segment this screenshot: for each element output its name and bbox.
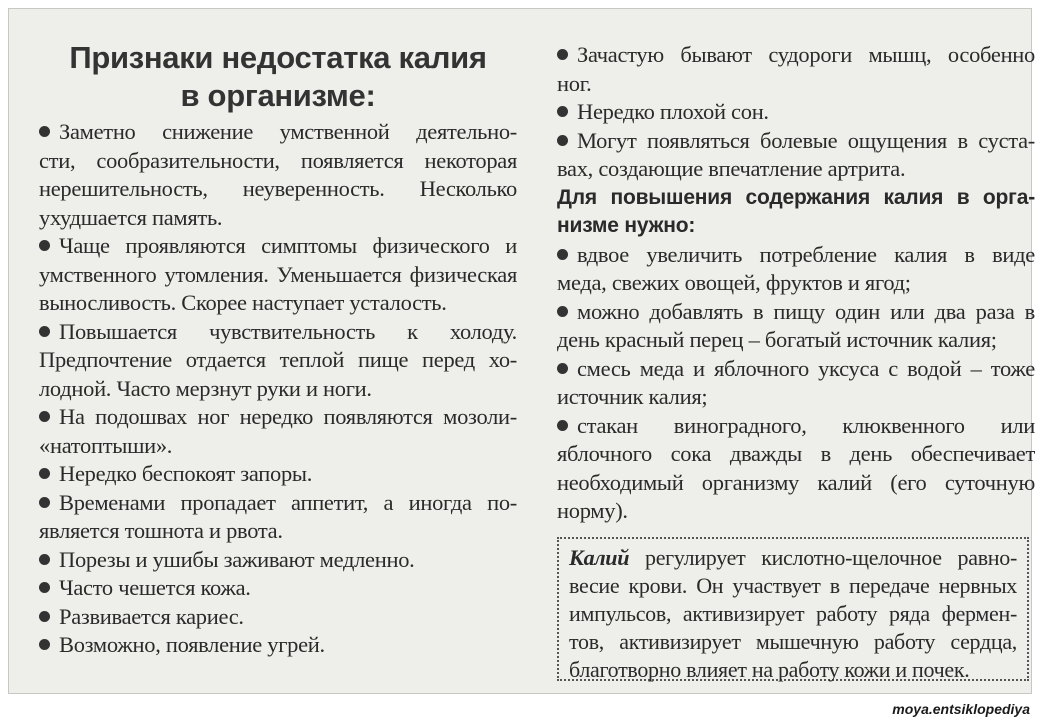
item-text: Зачастую бывают судороги мышц, особенно <box>577 42 1035 67</box>
item-text: Нередко плохой сон. <box>577 99 769 124</box>
bullet-icon <box>39 554 50 565</box>
symptom-item <box>39 318 517 404</box>
item-text: выносливость. Скорее наступает усталость. <box>39 290 447 315</box>
symptom-item <box>39 631 517 660</box>
item-text: Предпочтение отдается теплой пище перед хо- <box>39 347 517 372</box>
item-text: можно добавлять в пищу один или два раза в <box>577 298 1035 324</box>
bullet-icon <box>39 126 50 137</box>
box-line: тов, активизирует мышечную работу сердца, <box>569 629 1017 654</box>
symptom-item <box>39 403 517 460</box>
item-text: На подошвах ног нередко появляются мозоли- <box>59 404 517 429</box>
item-text: норму). <box>557 498 628 523</box>
item-text: Повышается чувствительность к холоду. <box>59 318 517 344</box>
title-line-1: Признаки недостатка калия <box>69 40 487 75</box>
bullet-icon <box>557 106 568 117</box>
symptom-item <box>39 460 517 489</box>
heading-line: низме нужно: <box>557 214 696 237</box>
symptom-list-left <box>39 118 517 660</box>
item-text: Возможно, появление угрей. <box>59 632 325 657</box>
title-line-2: в организме: <box>180 78 376 113</box>
item-text: Нередко беспокоят запоры. <box>59 461 313 486</box>
box-keyword: Калий <box>569 545 630 570</box>
symptom-item <box>557 127 1035 184</box>
bullet-icon <box>557 363 568 374</box>
item-text: сти, сообразительности, появляется некоторая <box>39 147 517 173</box>
symptom-item <box>557 41 1035 98</box>
recommendation-item <box>557 355 1035 412</box>
item-text: необходимый организму калий (его суточную <box>557 469 1035 495</box>
item-text: ног. <box>557 70 592 96</box>
bullet-icon <box>39 582 50 593</box>
item-text: Развивается кариес. <box>59 603 244 629</box>
item-text: яблочного сока дважды в день обеспечивает <box>557 441 1035 466</box>
potassium-info-box <box>557 537 1029 681</box>
item-text: умственного утомления. Уменьшается физическая <box>39 261 517 287</box>
left-column <box>39 39 517 660</box>
recommendation-list <box>557 241 1035 526</box>
box-first-line-rest: регулирует кислотно-щелочное равно- <box>629 545 1017 570</box>
symptom-list-right <box>557 41 1035 184</box>
newspaper-clipping <box>8 8 1035 694</box>
bullet-icon <box>39 326 50 337</box>
item-text: является тошнота и рвота. <box>39 518 283 543</box>
symptom-item <box>557 98 1035 127</box>
item-text: смесь меда и яблочного уксуса с водой – тоже <box>577 355 1035 381</box>
symptom-item <box>39 546 517 575</box>
bullet-icon <box>39 611 50 622</box>
box-line: весие крови. Он участвует в передаче нервных <box>569 573 1017 598</box>
item-text: «натоптыши». <box>39 432 173 458</box>
item-text: Чаще проявляются симптомы физического и <box>59 233 517 258</box>
box-line: импульсов, активизирует работу ряда фермен- <box>569 601 1017 626</box>
bullet-icon <box>557 49 568 60</box>
item-text: лодной. Часто мерзнут руки и ноги. <box>39 375 372 401</box>
right-column <box>557 41 1035 526</box>
bullet-icon <box>557 135 568 146</box>
item-text: день красный перец – богатый источник калия; <box>557 327 997 352</box>
bullet-icon <box>39 240 50 251</box>
symptom-item <box>39 574 517 603</box>
bullet-icon <box>39 497 50 508</box>
item-text: меда, свежих овощей, фруктов и ягод; <box>557 270 911 295</box>
bullet-icon <box>39 411 50 422</box>
site-watermark: moya.entsiklopediya <box>892 701 1030 717</box>
box-line: благотворно влияет на работу кожи и почек. <box>569 657 970 682</box>
symptom-item <box>39 232 517 318</box>
symptom-item <box>39 603 517 632</box>
article-title <box>39 39 517 115</box>
bullet-icon <box>39 468 50 479</box>
item-text: источник калия; <box>557 384 708 409</box>
item-text: вах, создающие впечатление артрита. <box>557 156 906 181</box>
item-text: Часто чешется кожа. <box>59 575 251 600</box>
recommendation-item <box>557 412 1035 526</box>
item-text: Могут появляться болевые ощущения в суста- <box>577 127 1035 153</box>
item-text: Порезы и ушибы заживают медленно. <box>59 546 415 572</box>
symptom-item <box>39 489 517 546</box>
increase-potassium-heading <box>557 184 1035 241</box>
heading-line: Для повышения содержания калия в орга- <box>557 185 1035 209</box>
recommendation-item <box>557 298 1035 355</box>
item-text: Заметно снижение умственной деятельно- <box>59 119 517 144</box>
symptom-item <box>39 118 517 232</box>
item-text: нерешительность, неуверенность. Несколько <box>39 176 517 201</box>
item-text: вдвое увеличить потребление калия в виде <box>577 241 1035 267</box>
bullet-icon <box>557 420 568 431</box>
item-text: ухудшается память. <box>39 204 223 230</box>
item-text: стакан виноградного, клюквенного или <box>577 412 1035 438</box>
bullet-icon <box>557 306 568 317</box>
bullet-icon <box>39 639 50 650</box>
bullet-icon <box>557 249 568 260</box>
item-text: Временами пропадает аппетит, а иногда по- <box>59 489 517 515</box>
recommendation-item <box>557 241 1035 298</box>
